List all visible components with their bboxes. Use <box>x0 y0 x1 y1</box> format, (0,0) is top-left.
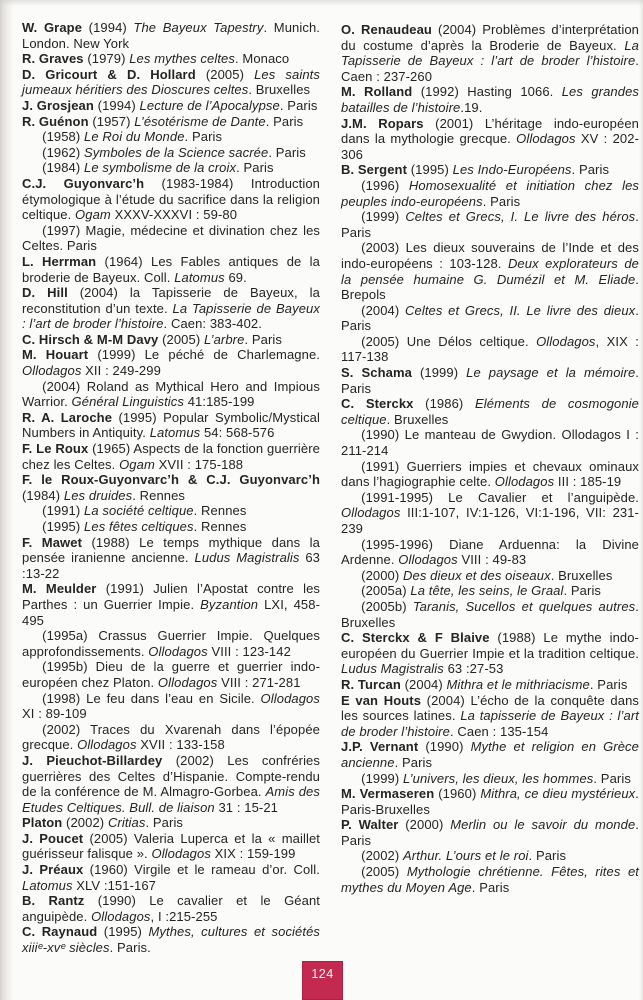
bib-text: (1995a) Crassus Guerrier Impie. Quelques approfondissements. <box>22 628 320 659</box>
bib-entry <box>341 630 639 677</box>
bib-entry <box>22 67 320 98</box>
bib-text: . Rennes <box>193 503 247 519</box>
bib-title-italic: Ollodagos <box>494 474 555 490</box>
bib-entry <box>341 303 639 334</box>
bib-title-italic: Arthur. L’ours et le roi <box>403 848 529 864</box>
bib-text: . Caen : 135-154 <box>449 723 549 739</box>
bib-title-italic: La société celtique <box>84 503 194 519</box>
bib-entry <box>22 722 320 753</box>
bib-text: (1988) Le temps mythique dans la pensée iranienne ancienne. <box>22 534 320 566</box>
bib-author: C. Raynaud <box>22 924 98 940</box>
bib-title-italic: Ollodagos <box>151 846 211 862</box>
bib-text: (1991) Julien l’Apostat contre les Parthes : un Guerrier Impie. <box>22 581 320 612</box>
bib-text: XI : 89-109 <box>22 706 87 722</box>
bib-text: (1999) Le péché de Charlemagne. <box>88 347 320 363</box>
bib-text: (1990) Le cavalier et le Géant anguipède. <box>22 893 320 924</box>
bibliography-column-left <box>22 20 320 956</box>
bib-text: . Caen: 383-402. <box>163 316 262 332</box>
bib-text: (1995) <box>407 162 453 178</box>
bib-text: . Paris <box>341 817 640 848</box>
bib-title-italic: Celtes et Grecs, I. Le livre des héros <box>405 209 636 225</box>
bib-entry <box>22 893 320 924</box>
bib-text: 63 :13-22 <box>22 550 320 581</box>
bib-entry <box>22 628 320 659</box>
bib-text: (1957) <box>88 113 135 129</box>
bib-author: M. Rolland <box>341 84 413 100</box>
bib-entry <box>22 503 320 519</box>
bib-text: (2002) Les confréries guerrières des Celtes d’Hispanie. Compte-rendu de la conférence de M. Almagro-Gorbea. <box>22 752 320 800</box>
bib-text: . Paris <box>279 97 318 113</box>
bib-title-italic: Les Indo-Européens <box>452 162 572 178</box>
bib-title-italic: Ollodagos <box>77 737 137 753</box>
bib-text: (2001) L’héritage indo-européen dans la mythologie grecque. <box>341 115 639 147</box>
bib-entry <box>341 162 639 178</box>
bib-text: XII : 249-299 <box>81 363 161 379</box>
bib-title-italic: Le symbolisme de la croix <box>84 160 237 176</box>
bib-text: . Paris <box>268 144 306 160</box>
bib-text: . Paris <box>236 160 274 176</box>
bib-entry <box>22 410 320 441</box>
bib-title-italic: Amis des Etudes Celtiques. Bull. de liaison <box>22 784 320 815</box>
bib-entry <box>22 129 320 145</box>
bib-author: J.M. Ropars <box>341 115 424 131</box>
bib-text: . Paris <box>571 162 610 178</box>
bib-title-italic: Ollodagos <box>157 674 218 690</box>
bib-text: . Paris <box>244 331 282 347</box>
bib-author: F. Mawet <box>22 534 83 550</box>
bib-author: R. Turcan <box>341 676 401 692</box>
bib-title-italic: La tapisserie de Bayeux : l’art de broder l’histoire <box>341 708 640 739</box>
bib-title-italic: La tête, les seins, le Graal <box>410 583 564 599</box>
bib-text: XIX : 159-199 <box>210 846 296 862</box>
bib-entry <box>341 677 639 693</box>
bib-text: 63 :27-53 <box>443 661 504 677</box>
bib-title-italic: Homosexualité et initiation chez les peuples indo-européens <box>341 177 640 209</box>
bib-author: J.P. Vernant <box>341 739 419 755</box>
bib-title-italic: The Bayeux Tapestry <box>133 20 264 35</box>
bib-title-italic: Les fêtes celtiques <box>84 519 194 534</box>
scan-edge-left <box>0 0 14 1000</box>
bib-title-italic: Mythe et religion en Grèce ancienne <box>341 739 639 770</box>
bib-author: M. Meulder <box>22 581 97 597</box>
bib-title-italic: Mithra, ce dieu mystérieux <box>480 786 636 802</box>
bib-author: J. Pieuchot-Billardey <box>22 752 163 768</box>
bib-author: B. Sergent <box>341 162 408 178</box>
bib-text: 54: 568-576 <box>200 425 275 441</box>
bib-author: D. Gricourt & D. Hollard <box>22 66 196 82</box>
bib-title-italic: Les grandes batailles de l’histoire <box>341 84 639 115</box>
bib-entry <box>341 568 639 584</box>
bib-title-italic: Ollodagos <box>516 131 576 147</box>
bib-title-italic: Ollodagos <box>148 643 208 659</box>
bib-author: C. Hirsch & M-M Davy <box>22 331 159 347</box>
bib-text: VIII : 271-281 <box>217 674 301 690</box>
bib-text: (2005a) <box>361 583 411 599</box>
bib-text: (2005) Une Délos celtique. <box>361 333 537 349</box>
bib-entry <box>22 581 320 628</box>
bib-entry <box>341 599 639 630</box>
bib-text: (2003) Les dieux souverains de l’Inde et des indo-européens : 103-128. <box>341 240 639 271</box>
bib-text: . Paris <box>471 879 510 895</box>
bib-text: (1995-1996) Diane Arduenna: la Divine Ardenne. <box>341 536 639 568</box>
bib-title-italic: Le paysage et la mémoire <box>466 365 636 381</box>
bib-title-italic: Lecture de l’Apocalypse <box>139 97 280 113</box>
bib-text: . Paris <box>265 113 304 129</box>
bib-text: (1964) Les Fables antiques de la broderie de Bayeux. Coll. <box>22 253 320 285</box>
bib-text: . Paris <box>482 193 521 209</box>
bibliography-column-right <box>341 22 639 895</box>
bib-author: F. le Roux-Guyonvarc’h & C.J. Guyonvarc’h <box>22 472 320 488</box>
bib-text: (1995) <box>97 924 149 940</box>
bib-text: (2005b) <box>361 598 413 614</box>
bib-author: C. Sterckx <box>341 396 414 412</box>
bib-text: (1995b) Dieu de la guerre et guerrier indo-européen chez Platon. <box>22 659 320 690</box>
bib-text: . Paris <box>589 676 628 692</box>
bib-text: LXI, 458-495 <box>22 596 320 628</box>
bib-title-italic: L’ésotérisme de Dante <box>134 113 266 129</box>
bib-text: . Paris <box>593 770 631 786</box>
bib-text: . Paris <box>394 754 433 770</box>
bib-entry <box>341 178 639 209</box>
bib-text: (2002) <box>361 848 404 864</box>
bib-entry <box>22 51 320 67</box>
bib-title-italic: Mithra et le mithriacisme <box>446 676 590 692</box>
bib-text: (1994) <box>82 20 134 35</box>
bib-text: . Bruxelles <box>341 598 639 630</box>
bib-title-italic: Le Roi du Monde <box>84 129 185 145</box>
bib-title-italic: Latomus <box>149 425 201 441</box>
bib-author: J. Grosjean <box>22 97 94 113</box>
bib-title-italic: Ludus Magistralis <box>341 661 444 677</box>
bib-text: (1990) Le manteau de Gwydion. Ollodagos I : 211-214 <box>341 427 639 459</box>
bib-author: S. Schama <box>341 365 412 381</box>
bib-text: (2004) <box>361 302 406 318</box>
bib-author: P. Walter <box>341 817 399 833</box>
bib-entry <box>341 84 639 115</box>
bib-entry <box>22 98 320 114</box>
bib-text: XXXV-XXXVI : 59-80 <box>110 207 238 223</box>
bib-text: (2005) <box>361 864 407 880</box>
bib-entry <box>22 114 320 130</box>
bib-title-italic: L’univers, les dieux, les hommes <box>403 770 594 786</box>
bib-entry <box>341 786 639 817</box>
bib-text: . Brepols <box>341 271 639 303</box>
bib-text: (1999) <box>361 770 404 786</box>
bib-title-italic: Deux explorateurs de la pensée humaine G. Dumézil et M. Eliade <box>341 255 639 287</box>
bib-text: (1988) Le mythe indo-européen du Guerrier Impie et la tradition celtique. <box>341 630 639 661</box>
bib-text: (2002) <box>62 815 108 831</box>
bib-title-italic: Symboles de la Science sacrée <box>84 144 269 160</box>
bib-entry <box>341 693 639 740</box>
bib-entry <box>22 160 320 176</box>
bib-text: (1979) <box>83 51 130 67</box>
bib-entry <box>22 441 320 472</box>
bib-author: B. Rantz <box>22 893 85 909</box>
bib-text: (1994) <box>93 97 140 113</box>
bib-title-italic: Des dieux et des oiseaux <box>403 567 551 583</box>
bib-text: (2004) Roland as Mythical Hero and Impious Warrior. <box>22 378 320 410</box>
bib-entry <box>22 924 320 955</box>
bib-text: . Paris. <box>109 940 151 956</box>
bib-title-italic: Les druides <box>63 487 133 503</box>
bib-text: . Munich. London. New York <box>22 20 320 51</box>
bib-entry <box>341 739 639 770</box>
bib-text: (1983-1984) Introduction étymologique à l’étude du sacrifice dans la religion celtique. <box>22 175 320 223</box>
bib-entry <box>22 176 320 223</box>
bib-text: , I :215-255 <box>150 908 218 924</box>
bib-text: . Paris-Bruxelles <box>341 786 640 817</box>
bib-text: . Paris <box>341 209 639 240</box>
bib-entry <box>341 848 639 864</box>
bib-text: . Paris <box>341 302 640 334</box>
bib-title-italic: Latomus <box>22 877 73 893</box>
bib-author: C.J. Guyonvarc’h <box>22 175 145 191</box>
bib-entry <box>341 537 639 568</box>
bib-title-italic: Ogam <box>75 207 111 223</box>
bib-text: . Paris <box>341 365 640 396</box>
bib-title-italic: L’arbre <box>203 331 245 347</box>
bib-entry <box>341 583 639 599</box>
bib-text: . Caen : 237-260 <box>341 53 639 84</box>
bib-text: (2005) <box>158 331 204 347</box>
bib-title-italic: Les mythes celtes <box>129 51 235 67</box>
bib-entry <box>22 472 320 503</box>
bib-text: (1997) Magie, médecine et divination chez les Celtes. Paris <box>22 222 320 254</box>
bib-text: (1984) <box>22 487 64 503</box>
bib-entry <box>341 240 639 302</box>
bib-title-italic: Ludus Magistralis <box>194 550 300 566</box>
bib-title-italic: Mythes, cultures et sociétés xiiiᵉ-xvᵉ siècles <box>22 924 321 956</box>
bib-entry <box>341 771 639 787</box>
bib-entry <box>22 254 320 285</box>
bib-text: . Bruxelles <box>386 411 449 427</box>
bib-text: (1995) Popular Symbolic/Mystical Numbers in Antiquity. <box>22 409 320 441</box>
bib-text: VIII : 49-83 <box>457 552 527 568</box>
bib-title-italic: Merlin ou le savoir du monde <box>450 817 636 833</box>
scan-edge-right <box>639 0 643 1000</box>
bib-text: (1995) <box>42 519 85 534</box>
bib-text: (1960) Virgile et le rameau d’or. Coll. <box>83 862 320 878</box>
bib-text: (2004) <box>400 676 447 692</box>
bib-author: F. Le Roux <box>22 441 89 457</box>
bib-text: (1999) <box>361 209 406 225</box>
bib-entry <box>341 427 639 458</box>
bib-title-italic: Celtes et Grecs, II. Le livre des dieux <box>405 302 636 318</box>
bib-author: C. Sterckx & F Blaive <box>341 630 490 646</box>
bib-entry <box>22 145 320 161</box>
bib-title-italic: Général Linguistics <box>71 394 184 410</box>
bib-text: .19. <box>460 99 483 115</box>
bib-text: (1960) <box>434 786 481 802</box>
bib-text: (1986) <box>413 396 475 412</box>
bib-text: (1991) <box>42 503 85 519</box>
bib-text: XV : 202-306 <box>341 131 639 162</box>
bib-title-italic: Les saints jumeaux héritiers des Dioscures celtes <box>22 66 320 98</box>
bib-text: . Bruxelles <box>550 567 613 583</box>
bib-entry <box>22 691 320 722</box>
bib-text: . Paris <box>184 129 223 145</box>
bib-text: (1999) <box>411 365 467 381</box>
bib-text: . Rennes <box>193 519 247 534</box>
bib-entry <box>341 209 639 240</box>
bib-text: (2004) L’écho de la conquête dans les sources latines. <box>341 692 639 724</box>
bib-text: , XIX : 117-138 <box>341 333 640 365</box>
bib-text: III:1-107, IV:1-126, VI:1-196, VII: 231- 239 <box>341 505 639 536</box>
bib-entry <box>341 334 639 365</box>
bib-text: . Paris <box>528 848 567 864</box>
page-number-badge <box>302 961 343 1000</box>
bib-text: (1962) <box>42 144 85 160</box>
bib-author: E van Houts <box>341 692 422 708</box>
bib-text: (1965) Aspects de la fonction guerrière chez les Celtes. <box>22 441 320 472</box>
bib-entry <box>22 332 320 348</box>
bib-title-italic: Mythologie chrétienne. Fêtes, rites et mythes du Moyen Age <box>341 864 640 895</box>
bib-entry <box>22 862 320 893</box>
bib-entry <box>22 519 320 535</box>
bib-text: . Bruxelles <box>248 82 311 98</box>
bib-text: (2002) Traces du Xvarenah dans l’épopée grecque. <box>22 721 320 753</box>
bib-text: . Monaco <box>234 51 290 67</box>
bib-author: J. Préaux <box>22 862 84 878</box>
bib-text: (1958) <box>42 129 85 145</box>
bib-text: 69. <box>224 269 247 285</box>
bib-entry <box>341 459 639 490</box>
bib-author: Platon <box>22 815 63 831</box>
bib-text: (1991) Guerriers impies et chevaux ominaux dans l’hagiographie celte. <box>341 458 639 490</box>
bib-text: XVII : 175-188 <box>154 456 244 472</box>
bib-text: (2000) <box>361 567 404 583</box>
bib-text: (2004) Problèmes d’interprétation du costume d’après la Broderie de Bayeux. <box>341 22 639 53</box>
bib-title-italic: Eléments de cosmogonie celtique <box>341 396 640 427</box>
bib-entry <box>22 347 320 378</box>
bib-text: (1996) <box>361 177 409 193</box>
bib-entry <box>22 831 320 862</box>
bib-text: (2004) la Tapisserie de Bayeux, la reconstitution d’un texte. <box>22 285 320 316</box>
bib-title-italic: Ollodagos <box>260 690 320 706</box>
bib-text: (1984) <box>42 160 85 176</box>
bib-title-italic: Latomus <box>174 269 225 285</box>
bib-text: (2000) <box>398 817 451 833</box>
bib-title-italic: Critias <box>107 815 146 831</box>
bib-author: R. Graves <box>22 51 84 67</box>
bib-entry <box>341 864 639 895</box>
bib-title-italic: Ollodagos <box>91 908 151 924</box>
bib-text: (2005) <box>195 66 255 82</box>
page-number: 124 <box>311 967 334 981</box>
bib-entry <box>22 659 320 690</box>
bib-entry <box>341 365 639 396</box>
bib-title-italic: Taranis, Sucellos et quelques autres <box>412 598 636 614</box>
bib-author: J. Poucet <box>22 830 84 846</box>
bib-title-italic: La Tapisserie de Bayeux : l’art de broder l’histoire <box>22 300 320 332</box>
bib-text: VIII : 123-142 <box>207 643 291 659</box>
bib-entry <box>22 379 320 410</box>
bib-text: . Paris <box>563 583 602 599</box>
bib-title-italic: La Tapisserie de Bayeux : l’art de broder l’histoire <box>341 37 639 69</box>
bib-author: O. Renaudeau <box>341 22 432 37</box>
bib-entry <box>22 20 320 51</box>
bib-author: W. Grape <box>22 20 83 35</box>
bib-text: (1998) Le feu dans l’eau en Sicile. <box>42 690 261 706</box>
bib-text: (1992) Hasting 1066. <box>412 84 562 100</box>
bib-text: III : 185-19 <box>554 474 622 490</box>
bib-text: (1990) <box>418 739 471 755</box>
bib-author: R. A. Laroche <box>22 409 113 425</box>
bib-text: (1991-1995) Le Cavalier et l’anguipède. <box>361 489 639 505</box>
bib-entry <box>341 396 639 427</box>
bib-entry <box>341 490 639 537</box>
bib-text: 31 : 15-21 <box>214 799 278 815</box>
bib-text: . Rennes <box>132 487 186 503</box>
bib-author: D. Hill <box>22 285 68 301</box>
bib-text: . Paris <box>145 815 184 831</box>
bib-text: XVII : 133-158 <box>136 737 225 753</box>
bib-title-italic: Ollodagos <box>341 505 401 521</box>
bib-author: M. Houart <box>22 347 89 363</box>
scan-edge-top <box>0 0 643 6</box>
bib-author: R. Guénon <box>22 113 89 129</box>
bib-author: M. Vermaseren <box>341 786 435 802</box>
bib-entry <box>341 817 639 848</box>
bib-author: L. Herrman <box>22 253 97 269</box>
bib-text: 41:185-199 <box>184 394 255 410</box>
bib-text: (2005) Valeria Luperca et la « maillet guérisseur falisque ». <box>22 830 320 862</box>
bib-entry <box>341 116 639 163</box>
bib-title-italic: Byzantion <box>200 596 259 612</box>
bib-entry <box>22 535 320 582</box>
bib-entry <box>22 285 320 332</box>
bib-entry <box>341 22 639 84</box>
bib-title-italic: Ollodagos <box>398 552 458 568</box>
bib-entry <box>22 223 320 254</box>
bib-entry <box>22 815 320 831</box>
bib-entry <box>22 753 320 815</box>
bib-title-italic: Ogam <box>119 456 155 472</box>
bib-text: XLV :151-167 <box>72 877 157 893</box>
bib-title-italic: Ollodagos <box>22 363 82 379</box>
bib-title-italic: Ollodagos <box>536 333 596 349</box>
